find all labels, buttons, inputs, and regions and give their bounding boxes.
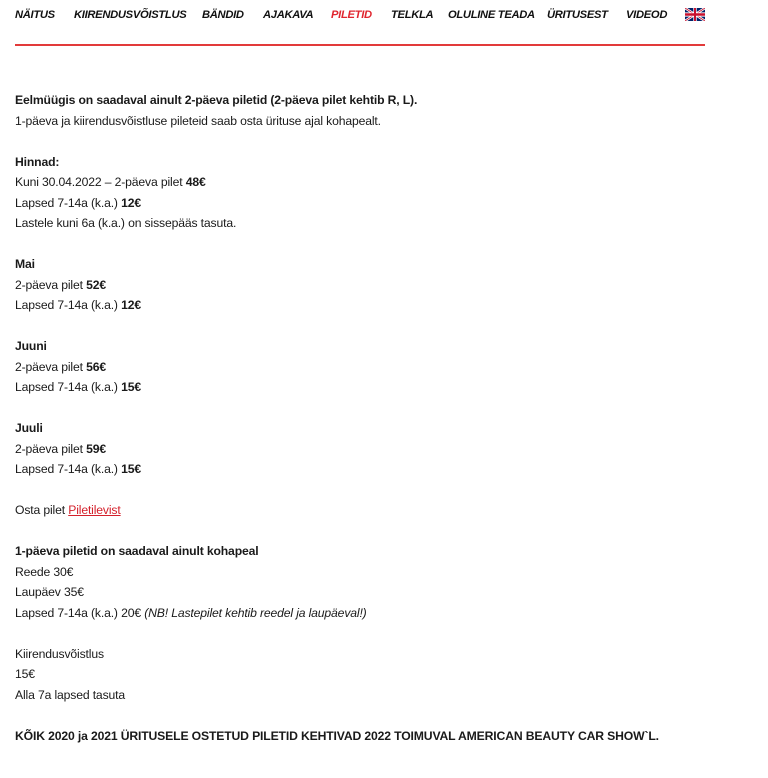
nav-item-piletid[interactable]: PILETID	[331, 9, 372, 21]
nav-item-naitus[interactable]: NÄITUS	[15, 9, 55, 21]
oneday-heading: 1-päeva piletid on saadaval ainult kohapeal	[15, 544, 259, 558]
early-free-note: Lastele kuni 6a (k.a.) on sissepääs tasuta.	[15, 216, 237, 230]
drag-race-heading: Kiirendusvõistlus	[15, 646, 104, 661]
nav-item-telkla[interactable]: TELKLA	[391, 9, 434, 21]
july-kids-row	[15, 459, 715, 480]
july-ticket-price: 59€	[86, 441, 106, 456]
nav-item-kiirendusvoistlus[interactable]: KIIRENDUSVÕISTLUS	[74, 9, 187, 21]
may-kids-row	[15, 295, 715, 316]
prices-heading: Hinnad:	[15, 154, 60, 169]
early-kids-price: 12€	[121, 195, 141, 210]
june-ticket-row	[15, 357, 715, 378]
july-kids-price: 15€	[121, 462, 141, 476]
buy-ticket-label: Osta pilet	[15, 503, 69, 517]
oneday-kids-label: Lapsed 7-14a (k.a.) 20€	[15, 605, 145, 620]
early-ticket-label: Kuni 30.04.2022 – 2-päeva pilet	[15, 175, 186, 189]
may-ticket-row	[15, 275, 715, 296]
may-kids-price: 12€	[121, 298, 141, 312]
june-kids-row	[15, 377, 715, 398]
nav-item-uritusest[interactable]: ÜRITUSEST	[547, 9, 608, 21]
drag-race-price: 15€	[15, 667, 35, 681]
june-ticket-label: 2-päeva pilet	[15, 359, 87, 374]
presale-notice: Eelmüügis on saadaval ainult 2-päeva piletid (2-päeva pilet kehtib R, L).	[15, 93, 418, 107]
piletilevi-link[interactable]: Piletilevist	[68, 503, 121, 517]
oneday-kids-note: (NB! Lastepilet kehtib reedel ja laupäeval!)	[144, 605, 367, 620]
june-kids-price: 15€	[121, 380, 141, 394]
may-heading: Mai	[15, 257, 35, 271]
june-ticket-price: 56€	[86, 359, 106, 374]
presale-info: 1-päeva ja kiirendusvõistluse pileteid saab osta ürituse ajal kohapealt.	[15, 113, 381, 128]
may-ticket-label: 2-päeva pilet	[15, 277, 87, 292]
ticket-validity-notice: KÕIK 2020 ja 2021 ÜRITUSELE OSTETUD PILETID KEHTIVAD 2022 TOIMUVAL AMERICAN BEAUTY CAR SHOW`L.	[15, 728, 659, 743]
july-heading: Juuli	[15, 421, 43, 435]
july-ticket-label: 2-päeva pilet	[15, 441, 87, 456]
drag-race-free-note: Alla 7a lapsed tasuta	[15, 687, 126, 702]
june-heading: Juuni	[15, 339, 47, 353]
uk-flag-icon[interactable]	[685, 8, 705, 21]
may-kids-label: Lapsed 7-14a (k.a.)	[15, 298, 122, 312]
june-kids-label: Lapsed 7-14a (k.a.)	[15, 380, 122, 394]
nav-menu	[15, 8, 705, 24]
early-ticket-row	[15, 172, 715, 193]
oneday-friday: Reede 30€	[15, 564, 74, 579]
oneday-kids-row	[15, 603, 715, 624]
nav-item-videod[interactable]: VIDEOD	[626, 9, 668, 21]
nav-item-oluline-teada[interactable]: OLULINE TEADA	[448, 9, 535, 21]
oneday-saturday: Laupäev 35€	[15, 585, 84, 599]
july-ticket-row	[15, 439, 715, 460]
tickets-content	[15, 90, 715, 746]
early-ticket-price: 48€	[185, 175, 206, 189]
early-kids-label: Lapsed 7-14a (k.a.)	[15, 195, 122, 210]
main-navigation	[15, 0, 705, 46]
buy-ticket-row	[15, 500, 715, 521]
nav-item-bandid[interactable]: BÄNDID	[202, 9, 244, 21]
nav-item-ajakava[interactable]: AJAKAVA	[263, 9, 314, 21]
july-kids-label: Lapsed 7-14a (k.a.)	[15, 462, 122, 476]
early-kids-row	[15, 193, 715, 214]
may-ticket-price: 52€	[86, 277, 106, 292]
